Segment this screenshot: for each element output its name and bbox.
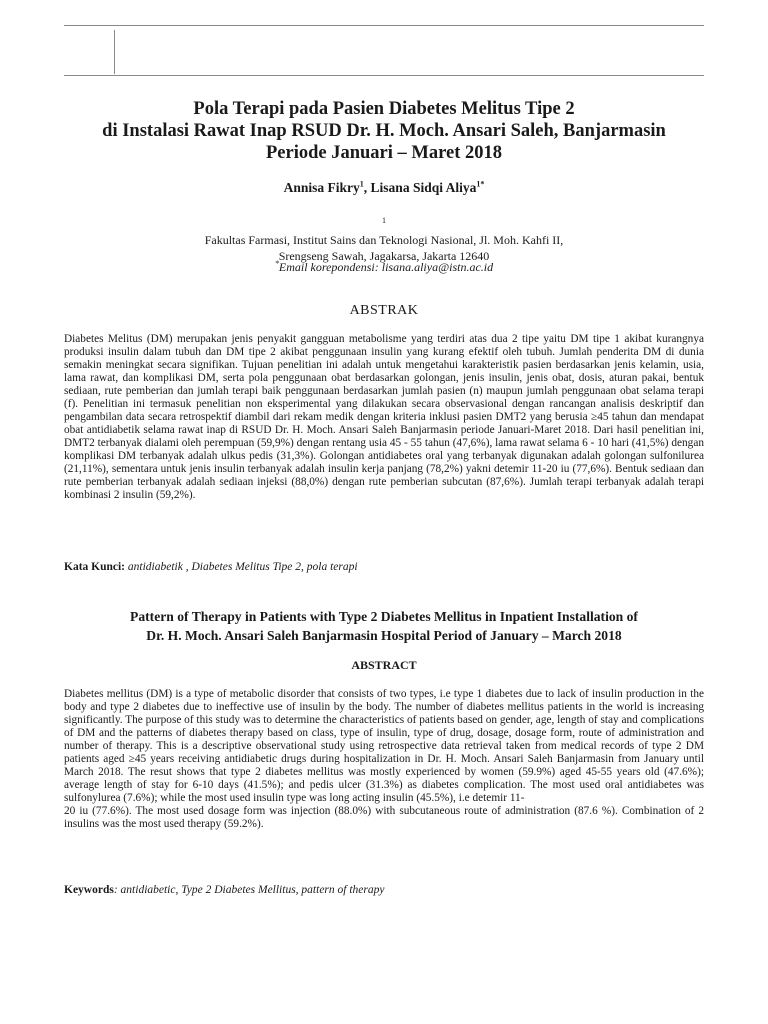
affiliation-line-1-text: Fakultas Farmasi, Institut Sains dan Teknologi Nasional, Jl. Moh. Kahfi II, <box>204 233 564 247</box>
affiliation <box>64 216 704 264</box>
english-title <box>40 607 728 645</box>
affiliation-mark: 1 <box>382 216 386 225</box>
correspondence-mark: * <box>274 259 279 268</box>
abstract-body <box>64 688 704 831</box>
abstrak-body: Diabetes Melitus (DM) merupakan jenis penyakit gangguan metabolisme yang terdiri atas dua 2 tipe yaitu DM tipe 1 akibat kurangnya produksi insulin dalam tubuh dan DM tipe 2 akibat penggunaan insulin yang kurang efektif oleh tubuh. Jumlah penderita DM di dunia semakin meningkat secara signifikan. Tujuan penelitian ini adalah untuk mengetahui karakteristik pasien berdasarkan jenis kelamin, usia, lama rawat, dan komplikasi DM, serta pola penggunaan obat berdasarkan golongan, jenis insulin, jenis obat, dosis, aturan pakai, bentuk sediaan, rute pemberian dan jumlah terapi baik penggunaan berdasarkan jumlah pasien (n) maupun jumlah penggunaan obat selama terapi (f). Penelitian ini termasuk penelitian non eksperimental yang dilakukan secara observasional dengan rancangan analisis deskriptif dan pengambilan data secara retrospektif diambil dari rekam medik dengan kriteria inklusi pasien DMT2 yang berusia ≥45 tahun dan mendapat obat antidiabetik selama rawat inap di RSUD Dr. H. Moch. Ansari Saleh Banjarmasin periode Januari-Maret 2018. Dari hasil penelitian ini, DMT2 terbanyak dialami oleh perempuan (59,9%) dengan rentang usia 45 - 55 tahun (47,6%), lama rawat selama 6 - 10 hari (41,5%) dengan komplikasi DM terbanyak adalah ulkus pedis (31,3%). Golongan antidiabetes oral yang terbanyak digunakan adalah golongan sulfonilurea (21,11%), sementara untuk jenis insulin terbanyak adalah insulin kerja panjang (78,2%) yakni detemir 11-20 iu (77,6%). Bentuk sediaan dan rute pemberian terbanyak adalah sediaan injeksi (88,0%) dengan rute pemberian subcutan (87,6%). Jumlah terapi terbanyak adalah terapi kombinasi 2 insulin (59,2%). <box>64 333 704 501</box>
abstrak-heading: ABSTRAK <box>349 303 419 318</box>
kata-kunci-value: antidiabetik , Diabetes Melitus Tipe 2, pola terapi <box>125 561 358 573</box>
kata-kunci-label: Kata Kunci: <box>64 561 126 573</box>
abstract-heading: ABSTRACT <box>351 658 417 672</box>
author-1-affiliation-mark: 1 <box>359 179 364 189</box>
paper-title <box>40 98 728 164</box>
paper-title-line-3: Periode Januari – Maret 2018 <box>265 143 502 163</box>
abstract-body-part-2: 20 iu (77.6%). The most used dosage form was injection (88.0%) with subcutaneous route of administration (87.6 %). Combination of 2 insulins was the most used therapy (59.2%). <box>64 805 704 830</box>
header-top-rule <box>64 25 704 26</box>
author-2-affiliation-mark: 1* <box>476 179 485 189</box>
author-list <box>64 180 704 196</box>
kata-kunci <box>64 561 358 573</box>
abstract-body-part-1: Diabetes mellitus (DM) is a type of metabolic disorder that consists of two types, i.e type 1 diabetes due to lack of insulin production in the body and type 2 diabetes due to ineffective use of insulin by the body. The number of diabetes mellitus patients in the world is increasing significantly. The purpose of this study was to determine the characteristics of patients based on gender, age, length of stay and complications of DM and the patterns of diabetes therapy based on class, type of insulin, type of drug, dosage, dosage form, route of administration and number of therapy. This is a descriptive observational study using retrospective data retrieval taken from medical records of type 2 DM patients aged ≥45 years receiving antidiabetic drugs during hospitalization in Dr. H. Moch. Ansari Saleh Banjarmasin from January until March 2018. The resut shows that type 2 diabetes mellitus was mostly experienced by women (59.9%) aged 45-55 years old (47.6%); average length of stay for 6-10 days (41.5%); and pedis ulcer (31.3%) as diabetes complication. The most used oral antidiabetes was sulfonylurea (7.6%); while the most used insulin type was long acting insulin (45.5%), i.e detemir 11- <box>64 688 704 804</box>
header-vertical-rule <box>114 30 115 74</box>
correspondence-email <box>64 260 704 275</box>
header-bottom-rule <box>64 75 704 76</box>
paper-title-line-2: di Instalasi Rawat Inap RSUD Dr. H. Moch. Ansari Saleh, Banjarmasin <box>102 121 666 141</box>
author-separator: , <box>363 180 371 195</box>
english-title-line-1: Pattern of Therapy in Patients with Type 2 Diabetes Mellitus in Inpatient Installation of <box>130 609 638 624</box>
affiliation-line-1 <box>64 216 704 248</box>
keywords <box>64 884 436 897</box>
keywords-value: : antidiabetic, Type 2 Diabetes Mellitus, pattern of therapy <box>113 884 385 896</box>
affiliation-line-2: Srengseng Sawah, Jagakarsa, Jakarta 12640 <box>278 249 490 263</box>
keywords-label: Keywords <box>64 884 114 896</box>
paper-title-line-1: Pola Terapi pada Pasien Diabetes Melitus Tipe 2 <box>193 99 575 119</box>
correspondence-email-text: Email korepondensi: lisana.aliya@istn.ac.id <box>278 260 494 274</box>
author-2-name: Lisana Sidqi Aliya <box>370 180 477 195</box>
english-title-line-2: Dr. H. Moch. Ansari Saleh Banjarmasin Hospital Period of January – March 2018 <box>146 628 622 643</box>
author-1-name: Annisa Fikry <box>283 180 360 195</box>
